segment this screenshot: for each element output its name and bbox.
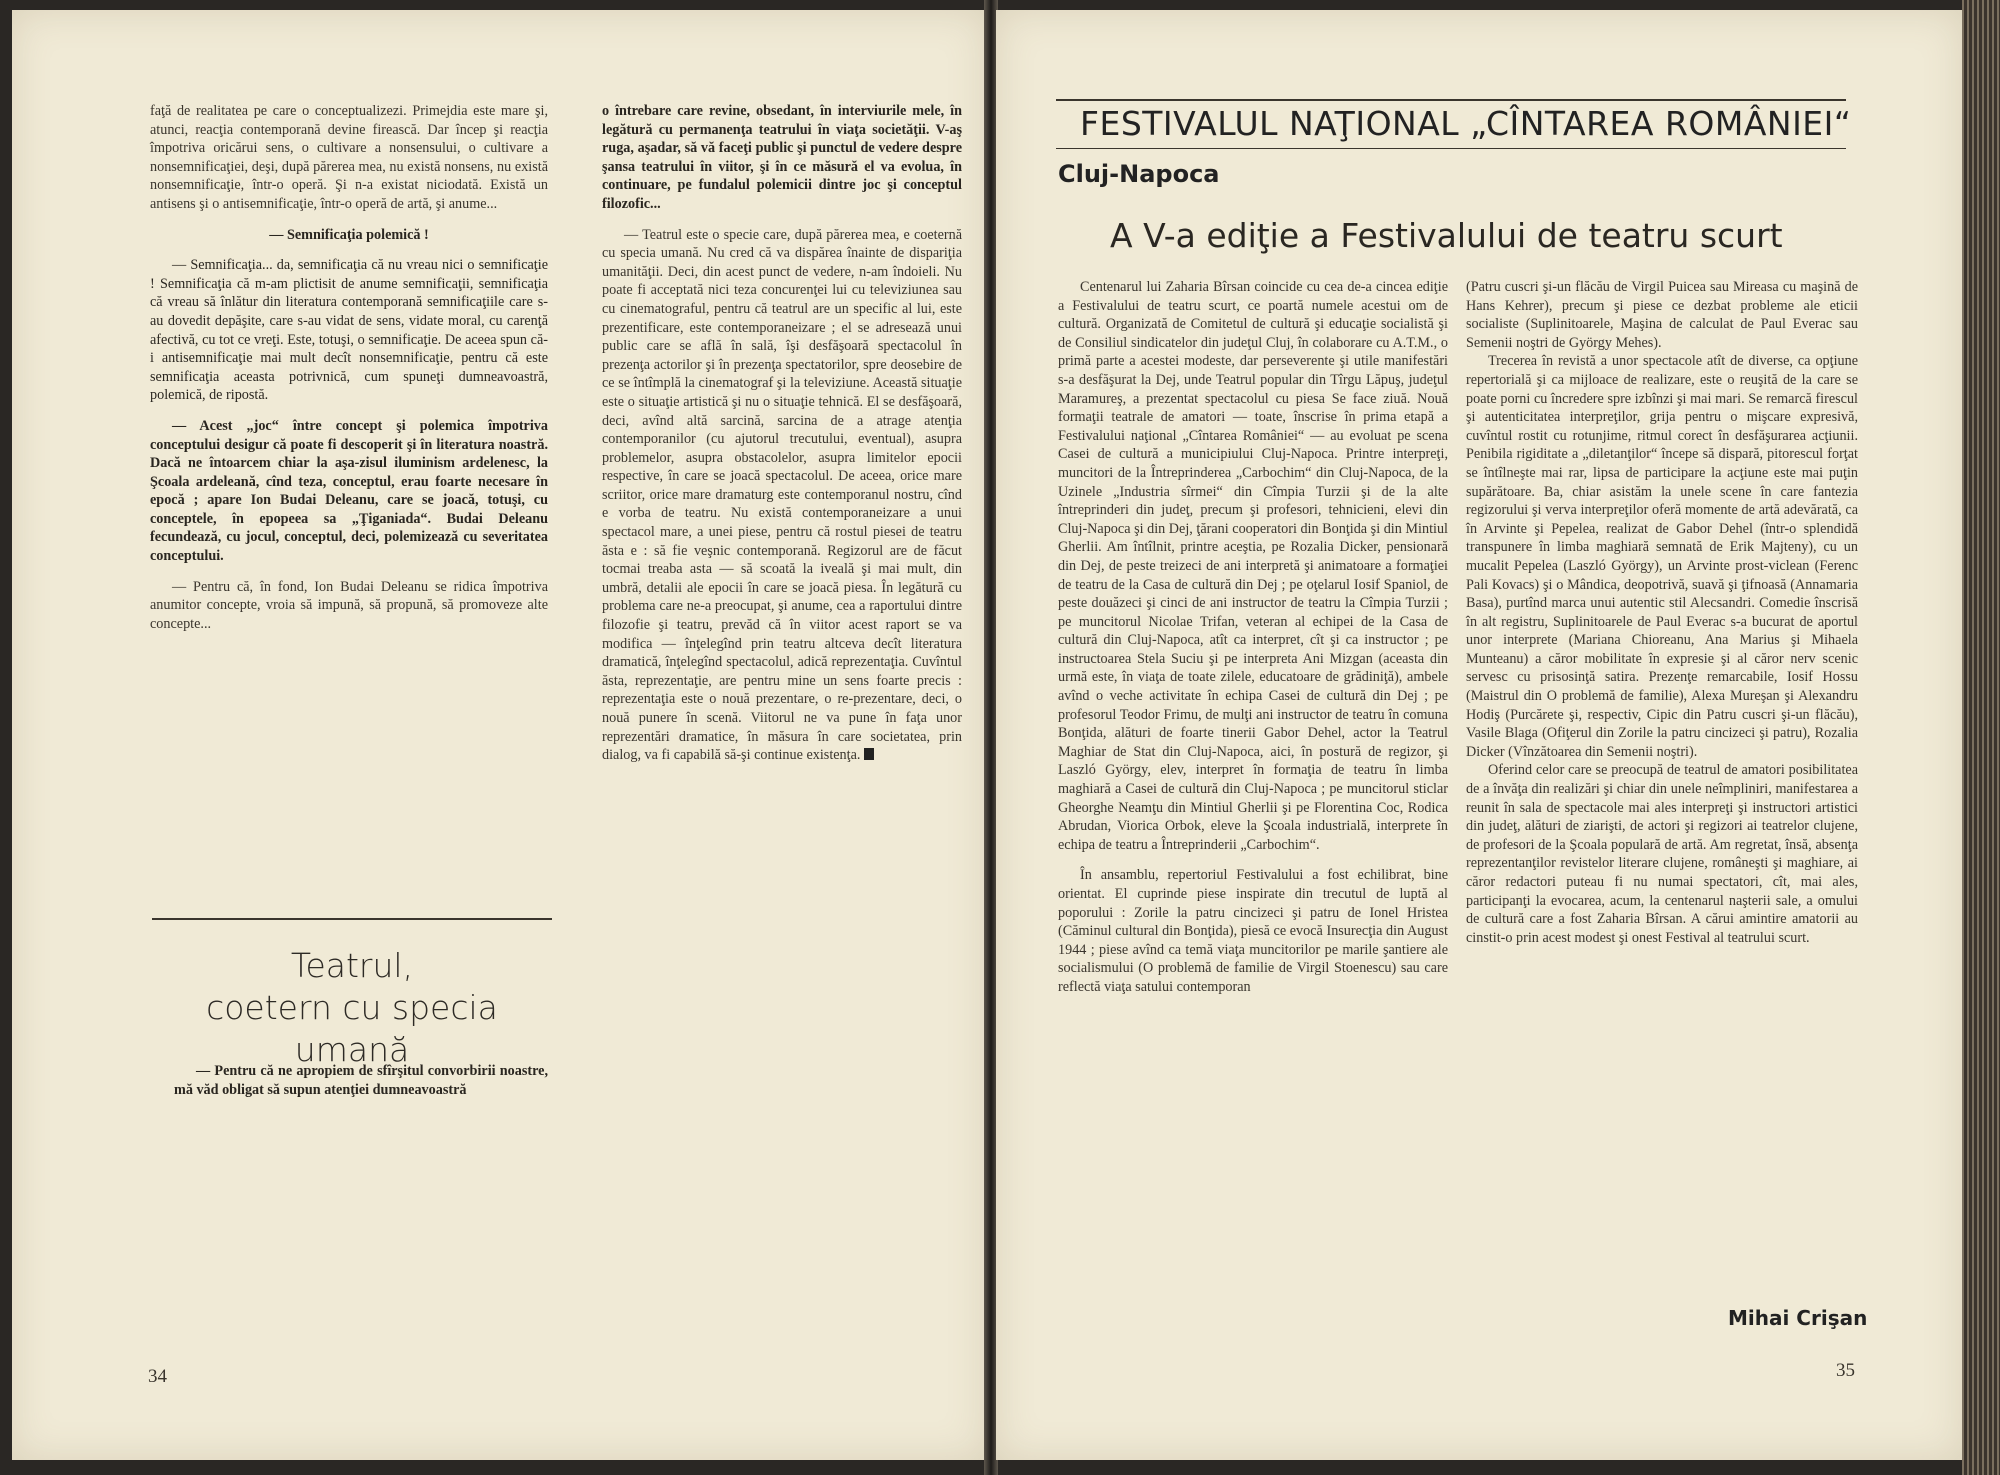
page-stack-edge	[1962, 0, 2000, 1475]
header-rule-top	[1056, 99, 1846, 101]
paragraph: — Acest „joc“ între concept şi polemica împotriva conceptului desigur că poate fi descoperit şi în literatura noastră. Dacă ne întoarcem chiar la aşa-zisul iluminism ardelenesc, la Şcoala ardeleană, cînd teza, conceptul, erau foarte necesare în epocă ; apare Ion Budai Deleanu, care se joacă, totuşi, cu conceptele, în epopeea sa „Ţiganiada“. Budai Deleanu fecundează, cu jocul, conceptul, deci, polemizează cu severitatea conceptului.	[150, 417, 548, 565]
paragraph: — Pentru că, în fond, Ion Budai Deleanu se ridica împotriva anumitor concepte, vroia să impună, să propună, să promoveze alte concepte...	[150, 578, 548, 632]
right-page	[996, 10, 1962, 1460]
left-column-1-bottom	[174, 1062, 548, 1099]
left-column-2	[602, 102, 962, 765]
right-column-1	[1058, 278, 1448, 997]
page-number: 35	[1836, 1360, 1855, 1381]
author-signature: Mihai Crişan	[1728, 1306, 1868, 1330]
paragraph: Trecerea în revistă a unor spectacole atît de diverse, ca opţiune repertorială şi ca mijloace de realizare, este o reuşită de la care se poate porni cu încredere spre izbînzi şi mai mari. Se remarcă firescul şi autenticitatea interpreţilor, grija pentru o mişcare expresivă, cuvîntul rostit cu rotunjime, ritmul corect în desfăşurarea acţiunii. Penibila rigiditate a „diletanţilor“ începe să dispară, pitorescul forţat se întîlneşte mai rar, lipsa de participare la acţiune este mai puţin supărătoare. Ba, chiar asistăm la unele scene în care fantezia regizorului şi verva interpreţilor oferă momente de artă adevărată, ca în Arvinte şi Pepelea, realizat de Gabor Dehel (într-o splendidă transpunere în limba maghiară semnată de Erik Majteny), cu un mucalit Pepelea (Laszló György), un Arvinte prost-viclean (Ferenc Pali Kovacs) şi o Mândica, deopotrivă, suavă şi ţifnoasă (Annamaria Basa), purtînd marca unui autentic stil Alecsandri. Comedie înscrisă în alt registru, Suplinitoarele de Paul Everac s-a bucurat de aportul unor interprete (Mariana Chioreanu, Ana Marius şi Mihaela Munteanu) a căror mobilitate în expresie şi al căror nerv scenic servesc cu prisosinţă satira. Prezenţe remarcabile, Iosif Hossu (Maistrul din O problemă de familie), Alexa Mureşan şi Alexandru Hodiş (Purcărete şi, respectiv, Cipic din Patru cuscri şi-un flăcău), Vasile Blaga (Ofiţerul din Zorile la patru cincizeci şi patru), Rozalia Dicker (Vînzătoarea din Semenii noştri).	[1466, 353, 1858, 760]
paragraph-text: — Teatrul este o specie care, după părerea mea, e coeternă cu specia umană. Nu cred că va dispărea înainte de dispariţia umanităţii. Deci, din acest punct de vedere, n-am îndoieli. Nu poate fi acceptată nici teza concurenţei lui cu televiziunea sau cu cinematograful, pentru că teatrul are un specific al lui, este prezentificare, este contemporaneizare ; el se adresează unui public care se află în sală, îşi desfăşoară spectacolul în prezenţa actorilor şi în prezenţa spectatorilor, spre deosebire de ce se întîmplă la cinematograf şi la televiziune. Această situaţie este o situaţie artistică şi nu o situaţie tehnică. El se desfăşoară, deci, avînd altă sarcină, sarcina de a atrage atenţia contemporanilor (cu ajutorul trecutului, eventual), asupra problemelor, asupra obstacolelor, asupra limitelor epocii respective, în care se joacă spectacolul. De aceea, orice mare scriitor, orice mare dramaturg este contemporanul nostru, cînd e vorba de teatru. Nu există contemporaneizare a unui spectacol mare, a unei piese, pentru că rostul piesei de teatru ăsta e : să fie veşnic contemporană. Regizorul are de făcut tocmai treaba asta — să scoată la iveală şi mai mult, din umbră, detalii ale epocii în care se joacă piesa. În legătură cu problema care ne-a preocupat, şi anume, cea a raportului dintre filozofie şi teatru, prevăd că în viitor acest raport se va modifica — înţelegînd prin teatru altceva decît literatura dramatică, înţelegînd spectacolul, adică reprezentaţia. Cuvîntul ăsta, reprezentaţie, are pentru mine un sens foarte precis : reprezentaţia este o nouă prezentare, o re-prezentare, deci, o nouă punere în scenă. Viitorul ne va pune în faţa unor reprezentări dramatice, în măsura în care societatea, prin dialog, va fi capabilă să-şi continue existenţa.	[602, 226, 962, 764]
paragraph: În ansamblu, repertoriul Festivalului a fost echilibrat, bine orientat. El cuprinde piese inspirate din trecutul de luptă al poporului : Zorile la patru cincizeci şi patru de Ionel Hristea (Căminul cultural din Bonţida), piesă ce evocă Insurecţia din August 1944 ; piese avînd ca temă viaţa muncitorilor pe marile şantiere ale socialismului (O problemă de familie de Virgil Stoenescu) sau care reflectă viaţa satului contemporan	[1058, 867, 1448, 995]
left-column-1-top	[150, 102, 548, 633]
section-divider	[152, 918, 552, 920]
paragraph: (Patru cuscri şi-un flăcău de Virgil Puicea sau Mireasa cu maşină de Hans Kehrer), precum şi piese ce dezbat probleme ale eticii socialiste (Suplinitoarele, Maşina de calculat de Paul Everac sau Semenii noştri de György Mehes).	[1466, 279, 1858, 351]
heading-line-2: coetern cu specia umană	[206, 988, 498, 1069]
paragraph: o întrebare care revine, obsedant, în interviurile mele, în legătură cu permanenţa teatrului în viaţa societăţii. V-aş ruga, aşadar, să vă faceţi public şi punctul de vedere despre şansa teatrului în viitor, şi în ce măsură el va evolua, în continuare, pe fundalul polemicii dintre joc şi conceptul filozofic...	[602, 103, 962, 212]
heading-line-1: Teatrul,	[290, 946, 414, 985]
paragraph: Oferind celor care se preocupă de teatrul de amatori posibilitatea de a învăţa din realizări şi chiar din unele neîmpliniri, manifestarea a reunit în sala de spectacole mai ales interpreţi şi instructori artistici din judeţ, alături de ziarişti, de actori şi regizori ai teatrelor clujene, de profesori de la Şcoala populară de artă. Am regretat, însă, absenţa reprezentanţilor revistelor literare clujene, româneşti şi maghiare, ai căror redactori puteau fi nu numai spectatori, cît, mai ales, participanţi la evocarea, acum, la centenarul naşterii sale, a omului de cultură care a fost Zaharia Bîrsan. A cărui amintire amatorii au cinstit-o prin acest modest şi onest Festival al teatrului scurt.	[1466, 762, 1858, 946]
article-title: A V-a ediţie a Festivalului de teatru scurt	[1110, 216, 1783, 255]
festival-title: FESTIVALUL NAŢIONAL „CÎNTAREA ROMÂNIEI“	[1080, 104, 1852, 143]
page-number: 34	[148, 1366, 167, 1387]
city-heading: Cluj-Napoca	[1058, 160, 1220, 188]
end-mark-icon	[864, 748, 874, 760]
left-page	[12, 10, 986, 1460]
paragraph: — Semnificaţia polemică !	[269, 226, 429, 243]
paragraph: Centenarul lui Zaharia Bîrsan coincide cu cea de-a cincea ediţie a Festivalului de teatru scurt, ce poartă numele acestui om de cultură. Organizată de Comitetul de cultură şi educaţie socialistă şi de Consiliul sindicatelor din judeţul Cluj, în colaborare cu A.T.M., o primă parte a acestei modeste, dar perseverente şi utile manifestări s-a desfăşurat la Dej, unde Teatrul popular din Tîrgu Lăpuş, judeţul Maramureş, a prezentat spectacolul cu piesa Se face ziuă. Nouă formaţii teatrale de amatori — toate, înscrise în prima etapă a Festivalului naţional „Cîntarea României“ — au evoluat pe scena Casei de cultură a municipiului Cluj-Napoca. Printre interpreţi, muncitori de la Întreprinderea „Carbochim“ din Cluj-Napoca, de la Uzinele „Industria sîrmei“ din Cîmpia Turzii şi de la alte întreprinderi din judeţ, precum şi profesori, tehnicieni, elevi din Cluj-Napoca şi din Dej, ţărani cooperatori din Bonţida şi din Mintiul Gherlii. Am întîlnit, printre aceştia, pe Rozalia Dicker, pensionară din Dej, de peste treizeci de ani interpretă şi animatoare a formaţiei de teatru de la Casa de cultură din Dej ; pe oţelarul Iosif Spaniol, de peste douăzeci şi cinci de ani instructor de teatru la Cîmpia Turzii ; pe muncitorul Nicolae Trifan, veteran al echipei de la Casa de cultură din Cluj-Napoca, atît ca interpret, cît şi ca instructor ; pe instructoarea Stela Suciu şi pe interpreta Ani Mizgan (aceasta din urmă este, în viaţa de toate zilele, educatoare de grădiniţă), ambele avînd o veche activitate în echipa Casei de cultură din Dej ; pe profesorul Teodor Frimu, de mulţi ani instructor de teatru în comuna Bonţida, alături de foarte tinerii Gabor Dehel, actor la Teatrul Maghiar de Stat din Cluj-Napoca, aici, în postură de regizor, şi Laszló György, elev, interpret în formaţia de teatru în limba maghiară a Casei de cultură din Cluj-Napoca ; pe muncitorul sticlar Gheorghe Neamţu din Mintiul Gherlii şi pe Florentina Coc, Rodica Abrudan, Viorica Orbok, eleve la Şcoala industrială, interprete în echipa de teatru a Întreprinderii „Carbochim“.	[1058, 279, 1448, 853]
paragraph: — Semnificaţia... da, semnificaţia că nu vreau nici o semnificaţie ! Semnificaţia că m-am plictisit de anume semnificaţii, semnificaţia că vreau să înlătur din literatura contemporană semnificaţiile care s-au dovedit depăşite, care s-au vidat de sens, vidate moral, cu carenţă afectivă, cu tot ce vreţi. Este, totuşi, o semnificaţie. De aceea spun că-i antisemnificaţie mai mult decît nonsemnificaţie, pentru că este semnificaţia aceasta potrivnică, cum spuneţi dumneavoastră, polemică, de ripostă.	[150, 257, 548, 404]
paragraph	[602, 226, 962, 765]
right-column-2	[1466, 278, 1858, 947]
paragraph: faţă de realitatea pe care o conceptualizezi. Primejdia este mare şi, atunci, reacţia contemporană devine firească. Dar încep şi reacţia împotriva oricărui sens, o cultivare a nonsensului, o cultivare a nonsemnificaţiei, deşi, după părerea mea, nu există nonsens, nu există nonsemnificaţie, într-o operă. Şi n-a existat niciodată. Există un antisens şi o antisemnificaţie, într-o operă de artă, şi anume...	[150, 103, 548, 212]
paragraph: — Pentru că ne apropiem de sfîrşitul convorbirii noastre, mă văd obligat să supun atenţiei dumneavoastră	[174, 1063, 548, 1098]
section-heading	[152, 945, 552, 1071]
header-rule-bottom	[1056, 148, 1846, 149]
